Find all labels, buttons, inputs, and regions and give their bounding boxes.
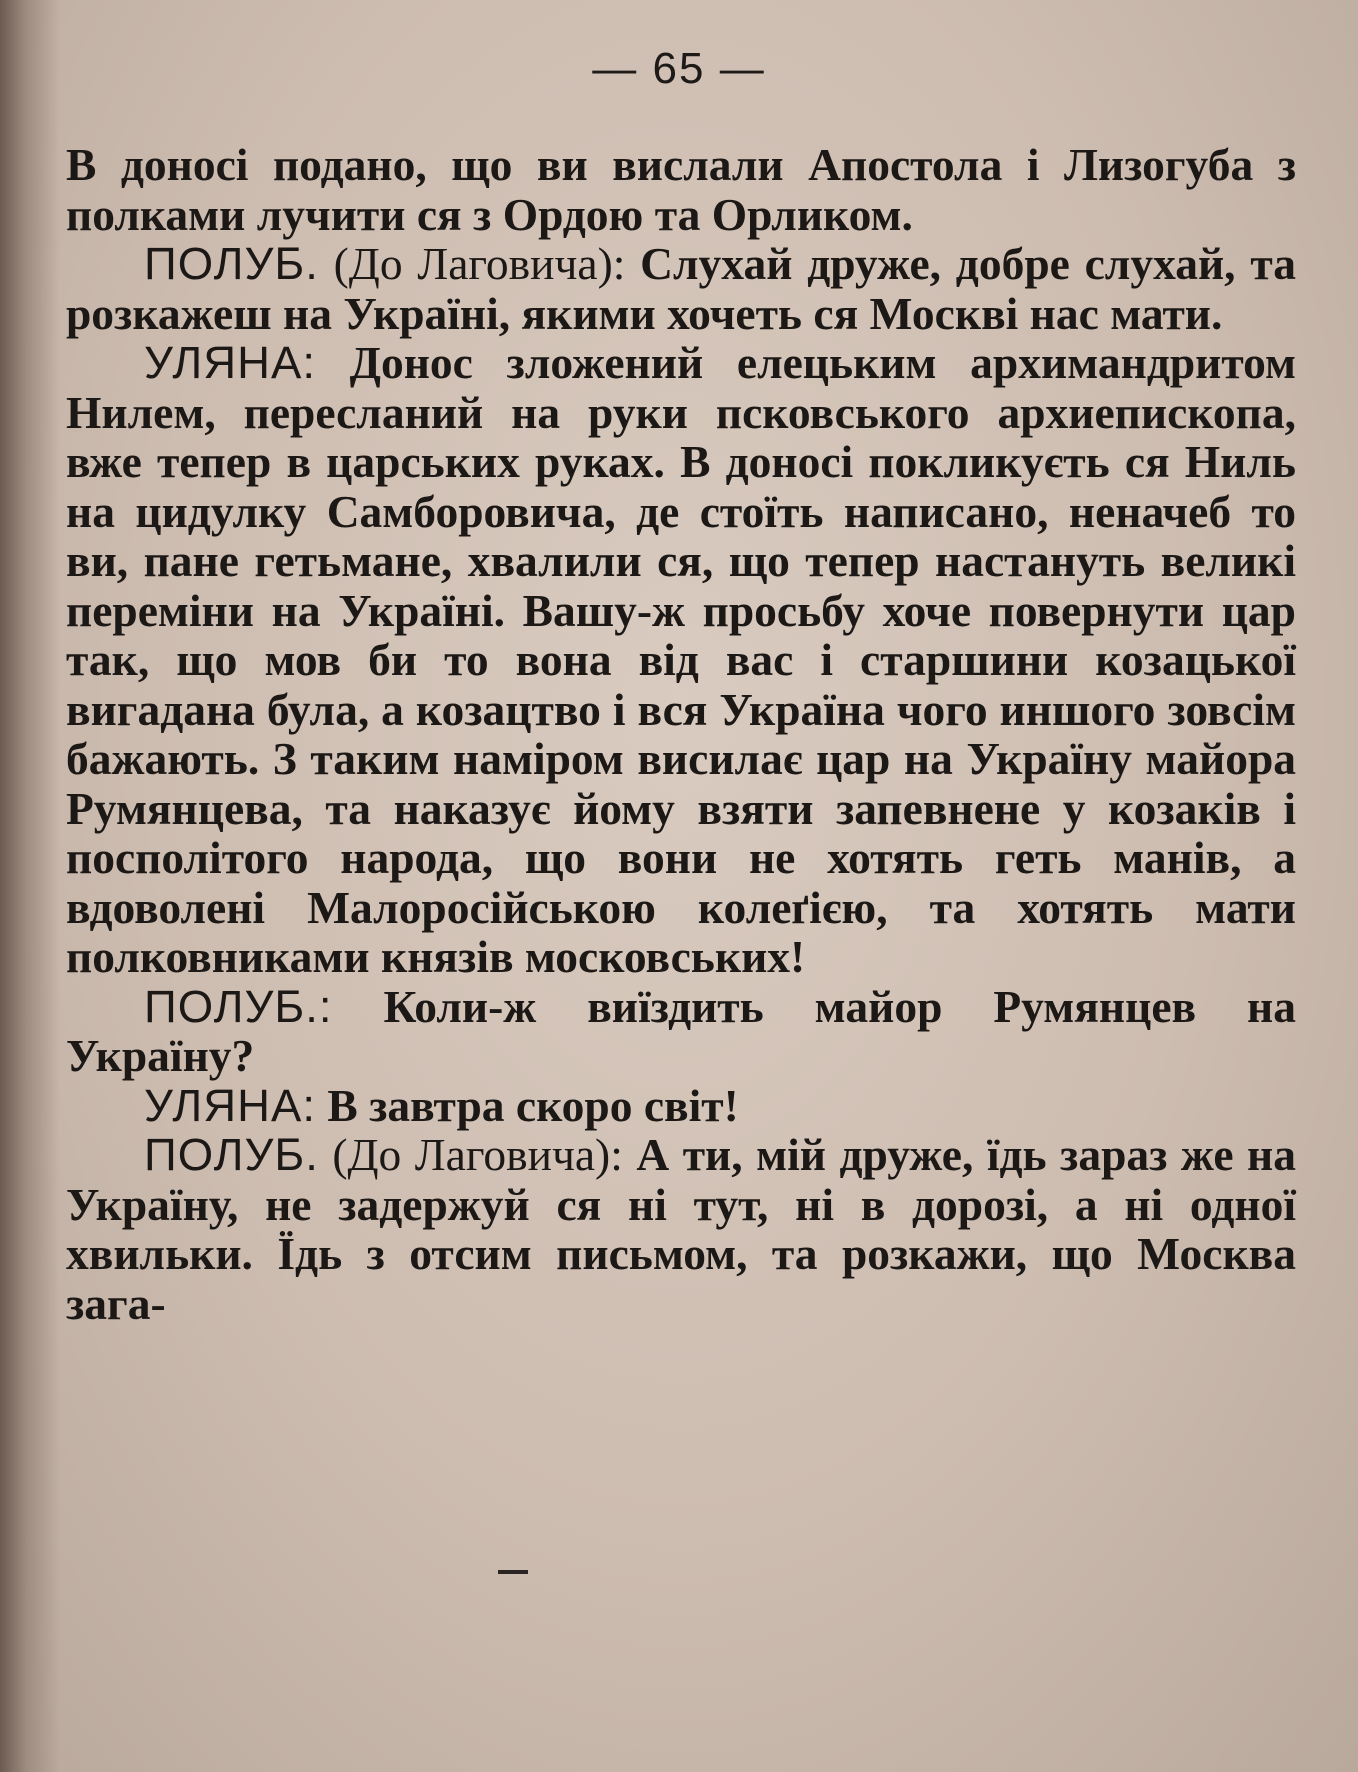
stage-direction xyxy=(316,337,350,388)
paragraph-4 xyxy=(66,982,1296,1081)
paragraph-text: А ти, мій друже, їдь зараз же на Україну, не задержуй ся ні тут, ні в дорозі, а ні одної хвильки. Їдь з отсим письмом, та розкажи, що Москва зага- xyxy=(66,1129,1296,1329)
speaker-name: УЛЯНА: xyxy=(144,1079,316,1131)
speaker-name: УЛЯНА: xyxy=(144,337,316,388)
paragraph-text: Донос зложений елецьким архимандритом Нилем, пересланий на руки псковського архиепископа, вже тепер в царських руках. В доносі покликуєть ся Ниль на цидулку Самборовича, де стоїть написано, неначеб то ви, пане гетьмане, хвалили ся, що тепер настануть великі переміни на Україні. Вашу-ж просьбу хоче повернути цар так, що мов би то вона від вас і старшини козацької вигадана була, а козацтво і вся Україна чого иншого зовсім бажають. З таким наміром висилає цар на Україну майора Румянцева, та наказує йому взяти запевнене у козаків і посполітого народа, що вони не хотять геть манів, а вдоволені Малоросійською колеґією, та хотять мати полковниками князів московських! xyxy=(66,337,1297,982)
spine-shadow xyxy=(0,0,60,1772)
print-mark xyxy=(498,1570,528,1574)
paragraph-text: Коли-ж виїздить майор Румянцев на Україну? xyxy=(66,980,1297,1081)
page-number: — 65 — xyxy=(592,44,766,93)
page-text xyxy=(66,140,1296,1328)
paragraph-5 xyxy=(66,1081,1296,1131)
paragraph-3 xyxy=(66,338,1296,982)
speaker-name: ПОЛУБ.: xyxy=(144,980,333,1032)
stage-direction xyxy=(333,981,384,1032)
stage-direction: (До Лаговича): xyxy=(318,238,641,289)
paragraph-2 xyxy=(66,239,1296,338)
speaker-name: ПОЛУБ. xyxy=(144,1129,319,1180)
stage-direction: (До Лаговича): xyxy=(318,1129,637,1180)
paragraph-text: В доносі подано, що ви вислали Апостола і Лизогуба з полками лучити ся з Ордою та Орликом. xyxy=(66,139,1296,240)
paragraph-text: В завтра скоро світ! xyxy=(327,1079,739,1131)
speaker-name: ПОЛУБ. xyxy=(144,238,319,289)
paragraph-1 xyxy=(66,140,1296,239)
paragraph-text: Слухай друже, добре слухай, та розкажеш на Україні, якими хочеть ся Москві нас мати. xyxy=(66,238,1296,339)
paragraph-6 xyxy=(66,1130,1296,1328)
stage-direction xyxy=(316,1080,327,1131)
